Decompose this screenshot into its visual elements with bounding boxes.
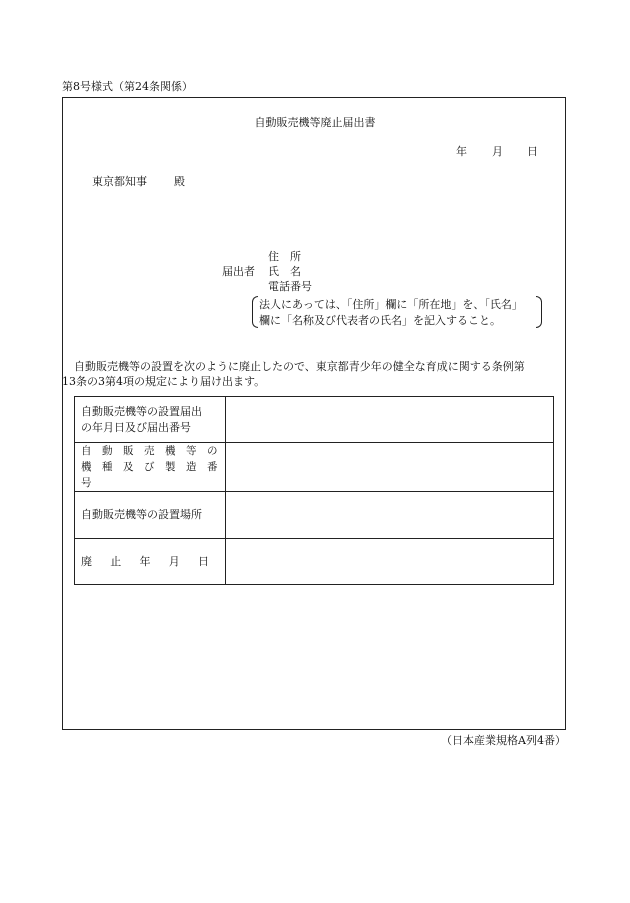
- label-char: 月: [168, 554, 180, 568]
- row-label-line: 自 動 販 売 機 等 の: [81, 445, 218, 457]
- notifier-address-label: 住 所: [268, 250, 301, 263]
- date-month-label: 月: [492, 145, 503, 158]
- label-char: 日: [198, 554, 209, 568]
- body-text-line-1: 自動販売機等の設置を次のように廃止したので、東京都青少年の健全な育成に関する条例第: [74, 360, 525, 373]
- notifier-label: 届出者: [222, 265, 255, 278]
- form-number: 第8号様式（第24条関係）: [62, 80, 193, 93]
- notifier-name-label: 氏 名: [268, 265, 301, 278]
- row-label-line: 機 種 及 び 製 造 番 号: [81, 461, 228, 489]
- row-label-line: 自動販売機等の設置場所: [81, 508, 202, 521]
- paper-size-note: （日本産業規格A列4番）: [441, 734, 566, 747]
- registration-date-number-field[interactable]: [226, 397, 554, 443]
- label-char: 廃: [81, 554, 92, 568]
- addressee-name: 東京都知事: [92, 175, 147, 188]
- abolition-date-field[interactable]: [226, 539, 554, 585]
- body-text-line-2: 13条の3第4項の規定により届け出ます。: [62, 375, 266, 388]
- note-line-1: 法人にあっては、「住所」欄に「所在地」を、「氏名」: [259, 298, 523, 311]
- date-year-label: 年: [456, 145, 467, 158]
- installation-location-field[interactable]: [226, 492, 554, 539]
- table-row: [75, 397, 554, 443]
- note-bracket-right: [536, 296, 542, 328]
- label-char: 止: [110, 554, 122, 568]
- row-label-line: の年月日及び届出番号: [81, 420, 191, 434]
- addressee-honorific: 殿: [174, 175, 185, 188]
- row-label-installation-location: [75, 492, 226, 539]
- notifier-phone-label: 電話番号: [268, 280, 312, 293]
- model-serial-field[interactable]: [226, 443, 554, 492]
- note-bracket-left: [252, 296, 258, 328]
- date-day-label: 日: [527, 145, 538, 158]
- form-title: 自動販売機等廃止届出書: [254, 116, 376, 129]
- row-label-abolition-date: [75, 539, 226, 585]
- table-row: [75, 539, 554, 585]
- row-label-registration-date-number: [75, 397, 226, 443]
- label-char: 年: [139, 554, 151, 568]
- abolition-date-label: [81, 554, 209, 570]
- table-row: [75, 443, 554, 492]
- row-label-line: 自動販売機等の設置届出: [81, 404, 202, 418]
- note-line-2: 欄に「名称及び代表者の氏名」を記入すること。: [259, 314, 501, 327]
- table-row: [75, 492, 554, 539]
- details-table: [74, 396, 554, 585]
- row-label-model-serial: [75, 443, 226, 492]
